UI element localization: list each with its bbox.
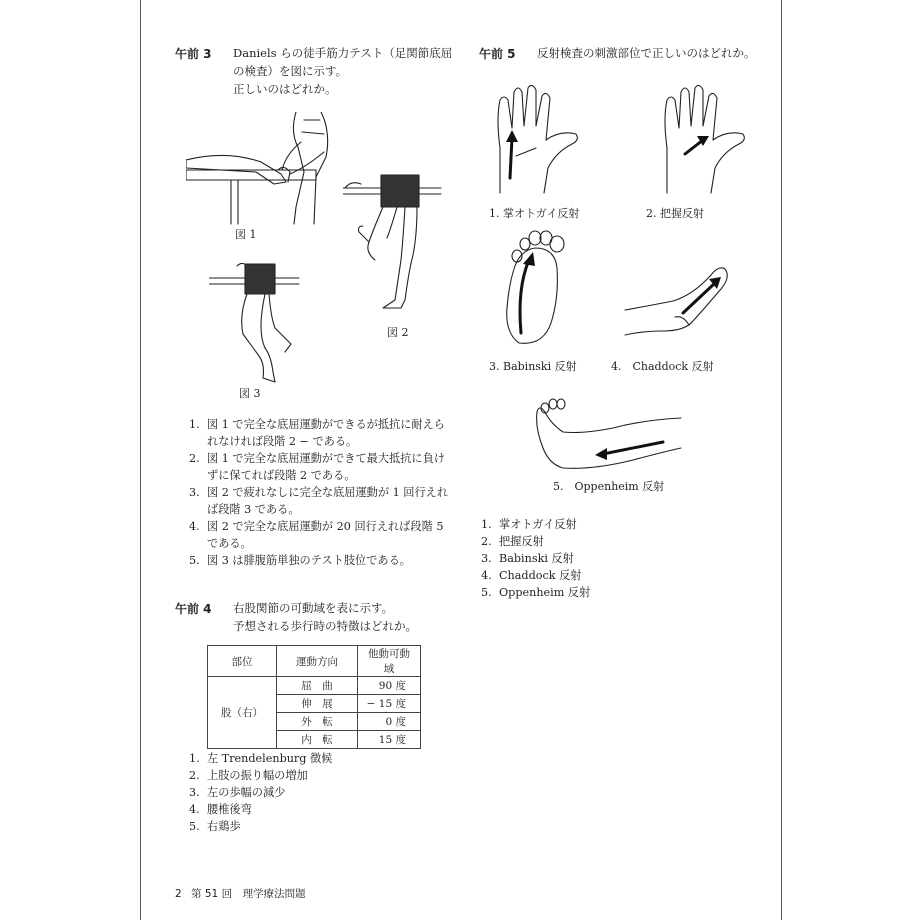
q4-stem-line: 予想される歩行時の特徴はどれか。 — [233, 619, 417, 633]
q3-stem-line: の検査）を図に示す。 — [233, 64, 348, 78]
option-text: 掌オトガイ反射 — [499, 518, 577, 531]
q3-stem-line: Daniels らの徒手筋力テスト（足関節底屈 — [233, 46, 453, 60]
q4-stem-line: 右股関節の可動域を表に示す。 — [233, 601, 394, 615]
option-number: 1. — [481, 518, 492, 531]
option-text: 左の歩幅の減少 — [207, 786, 286, 799]
option-number: 3. — [481, 552, 492, 565]
option-text: である。 — [207, 537, 252, 550]
option-text: 右鶏歩 — [207, 820, 241, 833]
option-text: 把握反射 — [499, 535, 544, 548]
q3-figure-3-caption: 図 3 — [239, 387, 261, 400]
table-cell-direction: 内 転 — [277, 731, 358, 749]
q3-label: 午前 3 — [175, 47, 212, 61]
q4-option-4[interactable] — [189, 801, 449, 818]
q4-option-1[interactable] — [189, 750, 449, 767]
option-text: 上肢の振り幅の増加 — [207, 769, 308, 782]
q5-option-3[interactable] — [481, 550, 701, 567]
q5-figure-2-palm-illustration — [653, 78, 753, 196]
table-header: 他動可動域 — [358, 646, 421, 677]
table-header: 運動方向 — [277, 646, 358, 677]
q4-label: 午前 4 — [175, 602, 212, 616]
q5-figure-1-palm-illustration — [486, 78, 586, 196]
option-number: 4. — [189, 803, 200, 816]
q5-caption-2: 2. 把握反射 — [646, 207, 704, 220]
q3-stem — [233, 44, 463, 98]
table-row — [208, 677, 421, 695]
table-cell-rom: 15 度 — [358, 731, 421, 749]
option-number: 3. — [189, 486, 200, 499]
q5-caption-4: 4. Chaddock 反射 — [611, 360, 714, 373]
q5-option-2[interactable] — [481, 533, 701, 550]
page-footer — [175, 886, 306, 901]
option-text: ずに保てれば段階 2 である。 — [207, 469, 356, 482]
table-cell-direction: 外 転 — [277, 713, 358, 731]
q5-caption-5: 5. Oppenheim 反射 — [553, 480, 665, 493]
q4-option-2[interactable] — [189, 767, 449, 784]
option-text: 図 1 で完全な底屈運動ができるが抵抗に耐えら — [207, 418, 445, 431]
q3-option-2[interactable] — [189, 450, 469, 484]
q3-options — [189, 416, 469, 569]
option-text: Chaddock 反射 — [499, 569, 582, 582]
q3-option-5[interactable] — [189, 552, 469, 569]
exam-page — [140, 0, 782, 920]
q5-figure-3-sole-illustration — [499, 228, 569, 348]
table-header: 部位 — [208, 646, 277, 677]
rom-table — [207, 645, 421, 749]
q5-options — [481, 516, 701, 601]
q5-stem: 反射検査の刺激部位で正しいのはどれか。 — [537, 46, 756, 60]
option-text: ば段階 3 である。 — [207, 503, 300, 516]
q5-option-5[interactable] — [481, 584, 701, 601]
option-text: 左 Trendelenburg 徴候 — [207, 752, 333, 765]
option-number: 2. — [189, 769, 200, 782]
page-number: 2 — [175, 888, 182, 900]
q4-stem — [233, 599, 463, 635]
q5-figure-5-leg-illustration — [533, 398, 683, 478]
option-text: れなければ段階 2 − である。 — [207, 435, 358, 448]
option-number: 2. — [481, 535, 492, 548]
q3-figure-2-caption: 図 2 — [387, 326, 409, 339]
q3-figure-2-illustration — [343, 160, 448, 315]
footer-title: 第 51 回 理学療法問題 — [191, 888, 306, 900]
option-number: 2. — [189, 452, 200, 465]
q4-option-5[interactable] — [189, 818, 449, 835]
option-number: 4. — [189, 520, 200, 533]
q3-option-4[interactable] — [189, 518, 469, 552]
table-cell-rom: − 15 度 — [358, 695, 421, 713]
table-cell-direction: 伸 展 — [277, 695, 358, 713]
q3-figure-3-illustration — [209, 256, 304, 386]
option-number: 3. — [189, 786, 200, 799]
option-text: 図 3 は腓腹筋単独のテスト肢位である。 — [207, 554, 411, 567]
table-cell-rom: 0 度 — [358, 713, 421, 731]
option-text: Babinski 反射 — [499, 552, 574, 565]
option-text: 腰椎後弯 — [207, 803, 252, 816]
q3-option-3[interactable] — [189, 484, 469, 518]
q5-caption-3: 3. Babinski 反射 — [489, 360, 577, 373]
option-number: 5. — [189, 554, 200, 567]
option-text: 図 1 で完全な底屈運動ができて最大抵抗に負け — [207, 452, 445, 465]
option-text: 図 2 で疲れなしに完全な底屈運動が 1 回行えれ — [207, 486, 449, 499]
option-text: Oppenheim 反射 — [499, 586, 591, 599]
q4-option-3[interactable] — [189, 784, 449, 801]
q3-option-1[interactable] — [189, 416, 469, 450]
q4-options — [189, 750, 449, 835]
q5-option-1[interactable] — [481, 516, 701, 533]
table-header-row — [208, 646, 421, 677]
option-text: 図 2 で完全な底屈運動が 20 回行えれば段階 5 — [207, 520, 444, 533]
q3-figure-1-caption: 図 1 — [235, 228, 257, 241]
q3-figure-1-illustration — [186, 112, 346, 227]
q5-label: 午前 5 — [479, 47, 516, 61]
option-number: 5. — [189, 820, 200, 833]
option-number: 4. — [481, 569, 492, 582]
option-number: 1. — [189, 752, 200, 765]
q5-caption-1: 1. 掌オトガイ反射 — [489, 207, 580, 220]
table-cell-rom: 90 度 — [358, 677, 421, 695]
q5-figure-4-foot-illustration — [623, 255, 733, 340]
option-number: 1. — [189, 418, 200, 431]
q5-option-4[interactable] — [481, 567, 701, 584]
table-cell-direction: 屈 曲 — [277, 677, 358, 695]
table-cell-part: 股（右） — [208, 677, 277, 749]
option-number: 5. — [481, 586, 492, 599]
q3-stem-line: 正しいのはどれか。 — [233, 82, 337, 96]
